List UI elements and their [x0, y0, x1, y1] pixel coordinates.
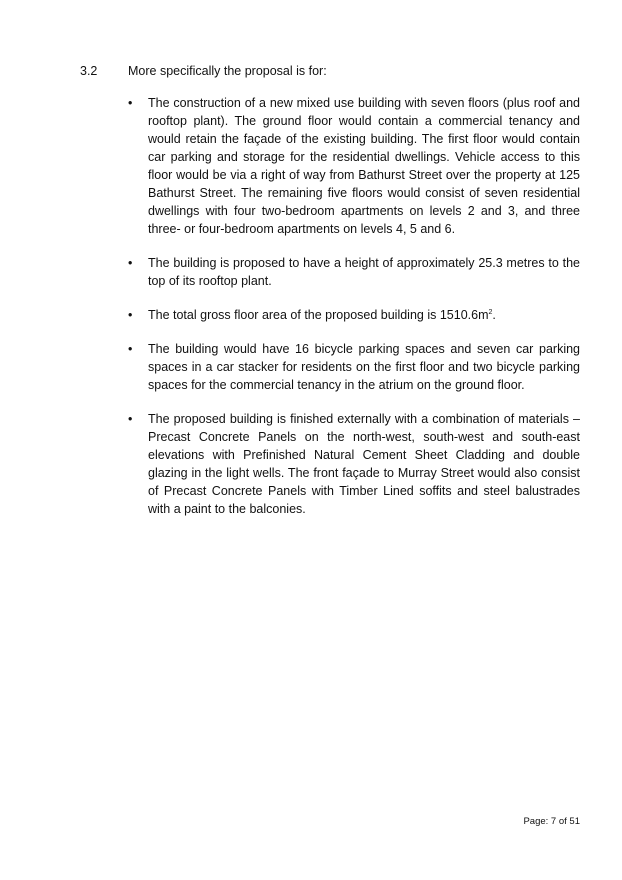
bullet-height — [128, 254, 580, 290]
bullet-dot-icon: • — [128, 342, 133, 356]
bullet-text: The building would have 16 bicycle parking spaces and seven car parking spaces in a car stacker for residents on the first floor and two bicycle parking spaces for the commercial tenancy in the atrium on the ground floor. — [148, 342, 580, 392]
page-number-footer: Page: 7 of 51 — [523, 816, 580, 827]
bullet-materials — [128, 410, 580, 518]
section-number: 3.2 — [80, 64, 98, 78]
bullet-floor-area — [128, 306, 580, 324]
proposal-bullet-list — [128, 94, 580, 534]
bullet-dot-icon: • — [128, 308, 133, 322]
bullet-text — [148, 306, 580, 324]
floor-area-text: The total gross floor area of the proposed building is 1510.6m — [148, 308, 489, 322]
bullet-text: The building is proposed to have a height of approximately 25.3 metres to the top of its rooftop plant. — [148, 256, 580, 288]
bullet-dot-icon: • — [128, 412, 133, 426]
bullet-text: The construction of a new mixed use building with seven floors (plus roof and rooftop plant). The ground floor would contain a commercial tenancy and would retain the façade of the existing building. The first floor would contain car parking and storage for the residential dwellings. Vehicle access to this floor would be via a right of way from Bathurst Street over the property at 125 Bathurst Street. The remaining five floors would consist of seven residential dwellings with four two-bedroom apartments on levels 2 and 3, and three three- or four-bedroom apartments on levels 4, 5 and 6. — [148, 96, 580, 236]
bullet-text: The proposed building is finished externally with a combination of materials – Precast Concrete Panels on the north-west, south-west and south-east elevations with Prefinished Natural Cement Sheet Cladding and double glazing in the light wells. The front façade to Murray Street would also consist of Precast Concrete Panels with Timber Lined soffits and steel balustrades with a paint to the balconies. — [148, 412, 580, 516]
section-intro: More specifically the proposal is for: — [128, 64, 327, 78]
floor-area-period: . — [492, 308, 496, 322]
bullet-construction — [128, 94, 580, 238]
bullet-dot-icon: • — [128, 256, 133, 270]
bullet-dot-icon: • — [128, 96, 133, 110]
bullet-parking — [128, 340, 580, 394]
squared-superscript: 2 — [488, 308, 493, 316]
